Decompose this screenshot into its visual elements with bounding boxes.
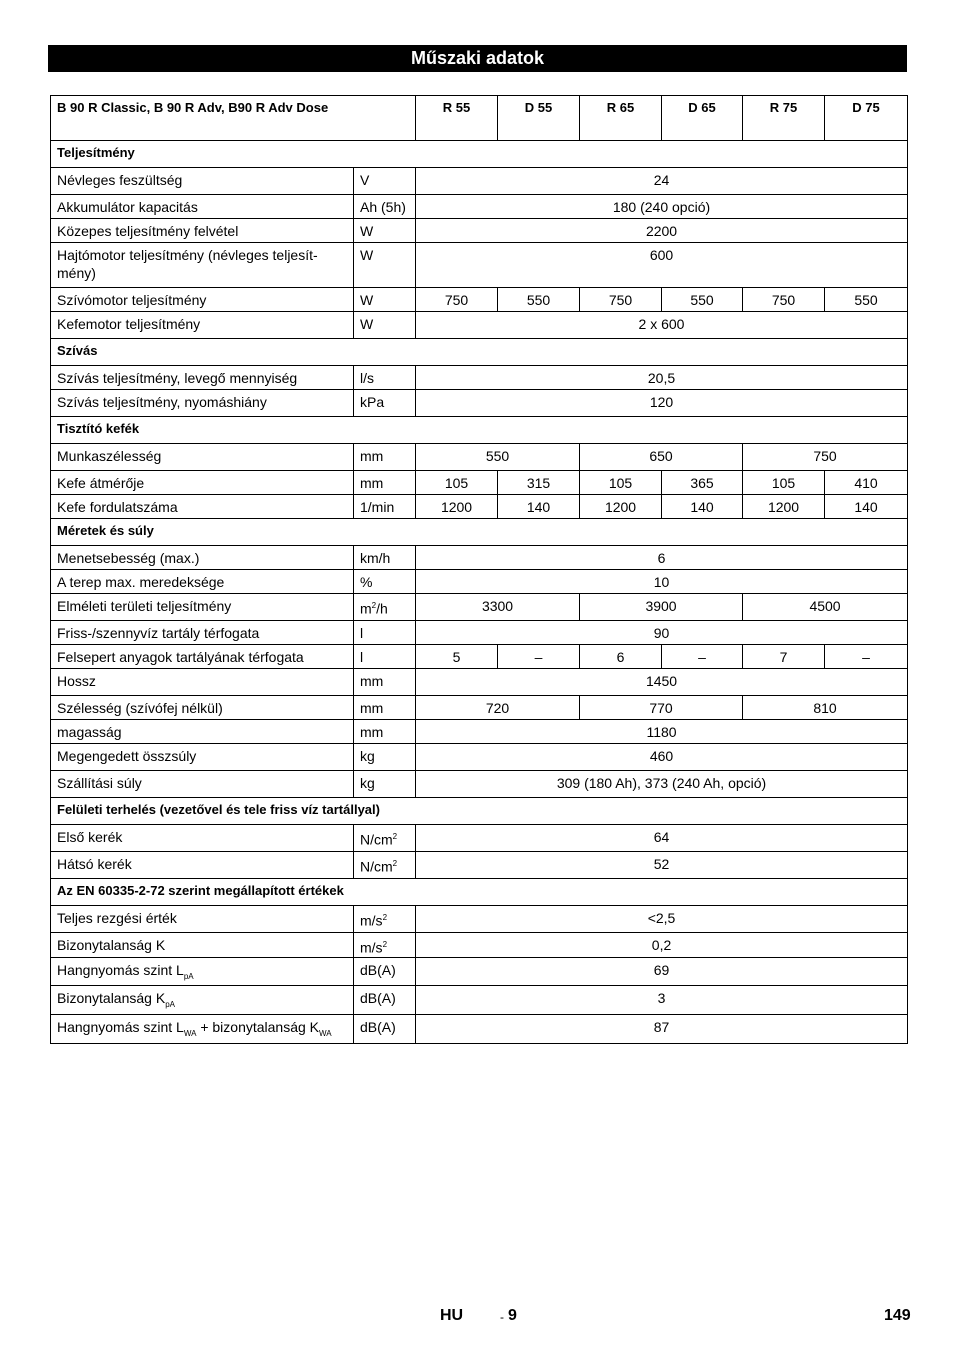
spec-unit: [354, 546, 416, 570]
spec-label-text: Hossz: [57, 673, 96, 689]
spec-value: 3900: [580, 594, 743, 621]
spec-label-text: Hangnyomás szint L: [57, 961, 184, 978]
spec-value: 600: [416, 243, 908, 288]
spec-label-text: Szívás teljesítmény, nyomáshiány: [57, 394, 267, 410]
spec-label-text: Hajtómotor teljesítmény (névleges teljesít-mény): [57, 247, 318, 281]
table-row: [51, 546, 908, 570]
table-row: [51, 1015, 908, 1044]
spec-label-text: Menetsebesség (max.): [57, 550, 200, 566]
table-row: [51, 390, 908, 417]
table-row: [51, 957, 908, 986]
spec-value: 315: [498, 471, 580, 495]
spec-value: 3300: [416, 594, 580, 621]
spec-value: 365: [662, 471, 743, 495]
spec-label-subscript: WA: [319, 1029, 332, 1039]
variant-header: R 65: [580, 96, 662, 141]
spec-label-text: Kefe fordulatszáma: [57, 499, 178, 515]
spec-label: [51, 744, 354, 771]
spec-label-text: Akkumulátor kapacitás: [57, 199, 198, 215]
spec-unit-text: kg: [360, 775, 375, 791]
spec-unit-text: m: [360, 600, 372, 617]
spec-label-subscript: pA: [183, 971, 194, 981]
spec-label-text: Elméleti területi teljesítmény: [57, 598, 232, 614]
spec-value: 52: [416, 852, 908, 879]
spec-value: 1450: [416, 669, 908, 696]
spec-unit-superscript: 2: [382, 913, 388, 922]
spec-label-text: Kefe átmérője: [57, 475, 145, 491]
spec-value: 5: [416, 645, 498, 669]
spec-label: [51, 219, 354, 243]
spec-label: [51, 471, 354, 495]
spec-value: 750: [580, 288, 662, 312]
spec-unit-superscript: 2: [382, 940, 388, 949]
spec-unit-text: l/s: [360, 370, 374, 386]
spec-label: [51, 852, 354, 879]
spec-label: [51, 594, 354, 621]
spec-value: 90: [416, 621, 908, 645]
spec-label-text: Névleges feszültség: [57, 172, 183, 188]
footer-dash: -: [500, 1310, 504, 1324]
spec-unit: [354, 852, 416, 879]
spec-unit-superscript: 2: [392, 832, 398, 841]
spec-label-text: Friss-/szennyvíz tartály térfogata: [57, 625, 260, 641]
spec-label: [51, 444, 354, 471]
page-number: 149: [884, 1307, 911, 1324]
table-row: [51, 696, 908, 720]
variant-header: R 55: [416, 96, 498, 141]
spec-label-text: Hangnyomás szint L: [57, 1019, 184, 1036]
spec-unit-text: /h: [376, 600, 388, 617]
table-row: [51, 570, 908, 594]
spec-value: 64: [416, 825, 908, 852]
spec-unit: [354, 669, 416, 696]
spec-label: [51, 825, 354, 852]
spec-label-text: magasság: [57, 724, 122, 740]
spec-unit: [354, 645, 416, 669]
footer-language: HU: [440, 1307, 464, 1324]
spec-value: 720: [416, 696, 580, 720]
spec-unit: [354, 390, 416, 417]
variant-header: R 75: [743, 96, 825, 141]
table-body: [51, 96, 908, 1044]
section-row: [51, 339, 908, 366]
spec-value: –: [498, 645, 580, 669]
section-title: Teljesítmény: [51, 141, 908, 168]
spec-value: 550: [416, 444, 580, 471]
table-row: [51, 312, 908, 339]
spec-unit: [354, 570, 416, 594]
spec-label: [51, 312, 354, 339]
spec-value: 140: [825, 495, 908, 519]
section-title: Méretek és súly: [51, 519, 908, 546]
table-header-row: [51, 96, 908, 141]
spec-label: [51, 168, 354, 195]
section-row: [51, 417, 908, 444]
table-row: [51, 645, 908, 669]
spec-unit-text: Ah (5h): [360, 199, 406, 215]
table-row: [51, 195, 908, 219]
table-row: [51, 771, 908, 798]
spec-label-text: A terep max. meredeksége: [57, 574, 225, 590]
spec-unit-text: %: [360, 574, 373, 590]
table-row: [51, 243, 908, 288]
table-row: [51, 933, 908, 958]
spec-label-text: + bizonytalanság K: [196, 1019, 320, 1036]
spec-label: [51, 390, 354, 417]
spec-label-text: Kefemotor teljesítmény: [57, 316, 201, 332]
spec-value: 180 (240 opció): [416, 195, 908, 219]
spec-unit-text: mm: [360, 475, 384, 491]
spec-label: [51, 771, 354, 798]
spec-unit: [354, 471, 416, 495]
spec-label-text: Teljes rezgési érték: [57, 910, 177, 926]
spec-unit: [354, 219, 416, 243]
spec-value: –: [825, 645, 908, 669]
spec-unit-text: W: [360, 316, 374, 332]
spec-label: [51, 645, 354, 669]
spec-label: [51, 366, 354, 390]
spec-label-text: Első kerék: [57, 829, 123, 845]
spec-value: 105: [743, 471, 825, 495]
spec-unit: [354, 366, 416, 390]
spec-unit-text: W: [360, 223, 374, 239]
spec-value: 550: [825, 288, 908, 312]
spec-unit-text: m/s: [360, 912, 383, 929]
spec-unit-text: mm: [360, 700, 384, 716]
table-row: [51, 366, 908, 390]
spec-label-text: Munkaszélesség: [57, 448, 162, 464]
spec-unit: [354, 621, 416, 645]
spec-unit: [354, 744, 416, 771]
spec-label-text: Szállítási súly: [57, 775, 142, 791]
spec-value: 750: [743, 444, 908, 471]
spec-label: [51, 986, 354, 1015]
spec-label-text: Bizonytalanság K: [57, 937, 166, 953]
table-row: [51, 471, 908, 495]
spec-label: [51, 546, 354, 570]
spec-unit: [354, 933, 416, 958]
spec-unit-text: m/s: [360, 939, 383, 956]
spec-unit-text: 1/min: [360, 499, 395, 515]
spec-table: [50, 95, 908, 1044]
spec-value: 1200: [416, 495, 498, 519]
spec-value: 1200: [580, 495, 662, 519]
spec-label: [51, 696, 354, 720]
spec-unit-text: dB(A): [360, 990, 396, 1007]
spec-value: 120: [416, 390, 908, 417]
footer-section-page: 9: [508, 1307, 517, 1324]
spec-value: 2200: [416, 219, 908, 243]
spec-value: 24: [416, 168, 908, 195]
spec-value: 550: [662, 288, 743, 312]
spec-label: [51, 957, 354, 986]
table-row: [51, 621, 908, 645]
spec-label-text: Megengedett összsúly: [57, 748, 197, 764]
spec-unit-text: dB(A): [360, 961, 396, 978]
spec-unit: [354, 771, 416, 798]
spec-unit: [354, 312, 416, 339]
table-row: [51, 906, 908, 933]
spec-unit-superscript: 2: [392, 859, 398, 868]
spec-label: [51, 621, 354, 645]
spec-label-text: Felsepert anyagok tartályának térfogata: [57, 649, 304, 665]
spec-label: [51, 288, 354, 312]
spec-value: 20,5: [416, 366, 908, 390]
spec-label-text: Hátsó kerék: [57, 856, 132, 872]
spec-unit: [354, 825, 416, 852]
section-title: Szívás: [51, 339, 908, 366]
spec-value: 69: [416, 957, 908, 986]
spec-unit: [354, 243, 416, 288]
spec-value: 6: [416, 546, 908, 570]
section-title: Felületi terhelés (vezetővel és tele friss víz tartállyal): [51, 798, 908, 825]
spec-unit-text: dB(A): [360, 1019, 396, 1036]
spec-label-subscript: WA: [183, 1029, 197, 1039]
spec-value: 750: [416, 288, 498, 312]
spec-unit: [354, 1015, 416, 1044]
spec-label: [51, 669, 354, 696]
spec-value: 7: [743, 645, 825, 669]
spec-unit-text: mm: [360, 724, 384, 740]
spec-value: 2 x 600: [416, 312, 908, 339]
spec-unit: [354, 444, 416, 471]
table-row: [51, 986, 908, 1015]
spec-unit: [354, 288, 416, 312]
spec-unit-text: km/h: [360, 550, 391, 566]
spec-value: 140: [662, 495, 743, 519]
spec-unit: [354, 495, 416, 519]
spec-unit-text: l: [360, 625, 364, 641]
spec-unit-text: W: [360, 292, 374, 308]
table-row: [51, 669, 908, 696]
table-row: [51, 720, 908, 744]
spec-value: 4500: [743, 594, 908, 621]
spec-unit-text: kPa: [360, 394, 385, 410]
variant-header: D 55: [498, 96, 580, 141]
spec-unit-text: N/cm: [360, 831, 393, 848]
spec-unit-text: W: [360, 247, 374, 263]
spec-unit-text: V: [360, 172, 370, 188]
spec-unit-text: mm: [360, 448, 384, 464]
spec-label-text: Szívómotor teljesítmény: [57, 292, 207, 308]
spec-value: 105: [416, 471, 498, 495]
spec-label: [51, 243, 354, 288]
section-row: [51, 519, 908, 546]
table-row: [51, 444, 908, 471]
spec-label: [51, 1015, 354, 1044]
spec-label-text: Bizonytalanság K: [57, 990, 166, 1007]
section-title: Tisztító kefék: [51, 417, 908, 444]
spec-value: 140: [498, 495, 580, 519]
table-row: [51, 744, 908, 771]
section-row: [51, 141, 908, 168]
spec-value: 309 (180 Ah), 373 (240 Ah, opció): [416, 771, 908, 798]
spec-unit-superscript: 2: [371, 601, 377, 610]
variant-header: D 75: [825, 96, 908, 141]
section-row: [51, 879, 908, 906]
spec-unit: [354, 906, 416, 933]
spec-unit-text: mm: [360, 673, 384, 689]
spec-value: 105: [580, 471, 662, 495]
section-title: Az EN 60335-2-72 szerint megállapított értékek: [51, 879, 908, 906]
spec-unit: [354, 195, 416, 219]
model-header: B 90 R Classic, B 90 R Adv, B90 R Adv Dose: [51, 96, 416, 141]
spec-value: 750: [743, 288, 825, 312]
spec-label-text: Szélesség (szívófej nélkül): [57, 700, 223, 716]
spec-label-text: Szívás teljesítmény, levegő mennyiség: [57, 370, 298, 386]
spec-value: 1200: [743, 495, 825, 519]
table-row: [51, 288, 908, 312]
variant-header: D 65: [662, 96, 743, 141]
spec-value: 0,2: [416, 933, 908, 958]
spec-value: 650: [580, 444, 743, 471]
spec-label: [51, 720, 354, 744]
spec-value: 550: [498, 288, 580, 312]
spec-unit: [354, 696, 416, 720]
spec-value: 87: [416, 1015, 908, 1044]
page-title: Műszaki adatok: [48, 45, 907, 72]
spec-value: <2,5: [416, 906, 908, 933]
spec-value: 770: [580, 696, 743, 720]
spec-value: 460: [416, 744, 908, 771]
spec-label: [51, 906, 354, 933]
table-row: [51, 219, 908, 243]
spec-unit-text: kg: [360, 748, 375, 764]
spec-unit: [354, 594, 416, 621]
table-row: [51, 495, 908, 519]
table-row: [51, 168, 908, 195]
spec-unit: [354, 168, 416, 195]
spec-unit: [354, 720, 416, 744]
spec-label: [51, 195, 354, 219]
spec-unit-text: N/cm: [360, 858, 393, 875]
table-row: [51, 825, 908, 852]
spec-label: [51, 933, 354, 958]
table-row: [51, 852, 908, 879]
table-row: [51, 594, 908, 621]
spec-unit: [354, 986, 416, 1015]
spec-value: –: [662, 645, 743, 669]
spec-value: 410: [825, 471, 908, 495]
spec-label: [51, 495, 354, 519]
spec-label-subscript: pA: [165, 1000, 175, 1010]
section-row: [51, 798, 908, 825]
spec-value: 810: [743, 696, 908, 720]
spec-value: 3: [416, 986, 908, 1015]
spec-unit: [354, 957, 416, 986]
spec-value: 10: [416, 570, 908, 594]
spec-value: 6: [580, 645, 662, 669]
spec-label: [51, 570, 354, 594]
spec-unit-text: l: [360, 649, 364, 665]
spec-label-text: Közepes teljesítmény felvétel: [57, 223, 239, 239]
spec-value: 1180: [416, 720, 908, 744]
